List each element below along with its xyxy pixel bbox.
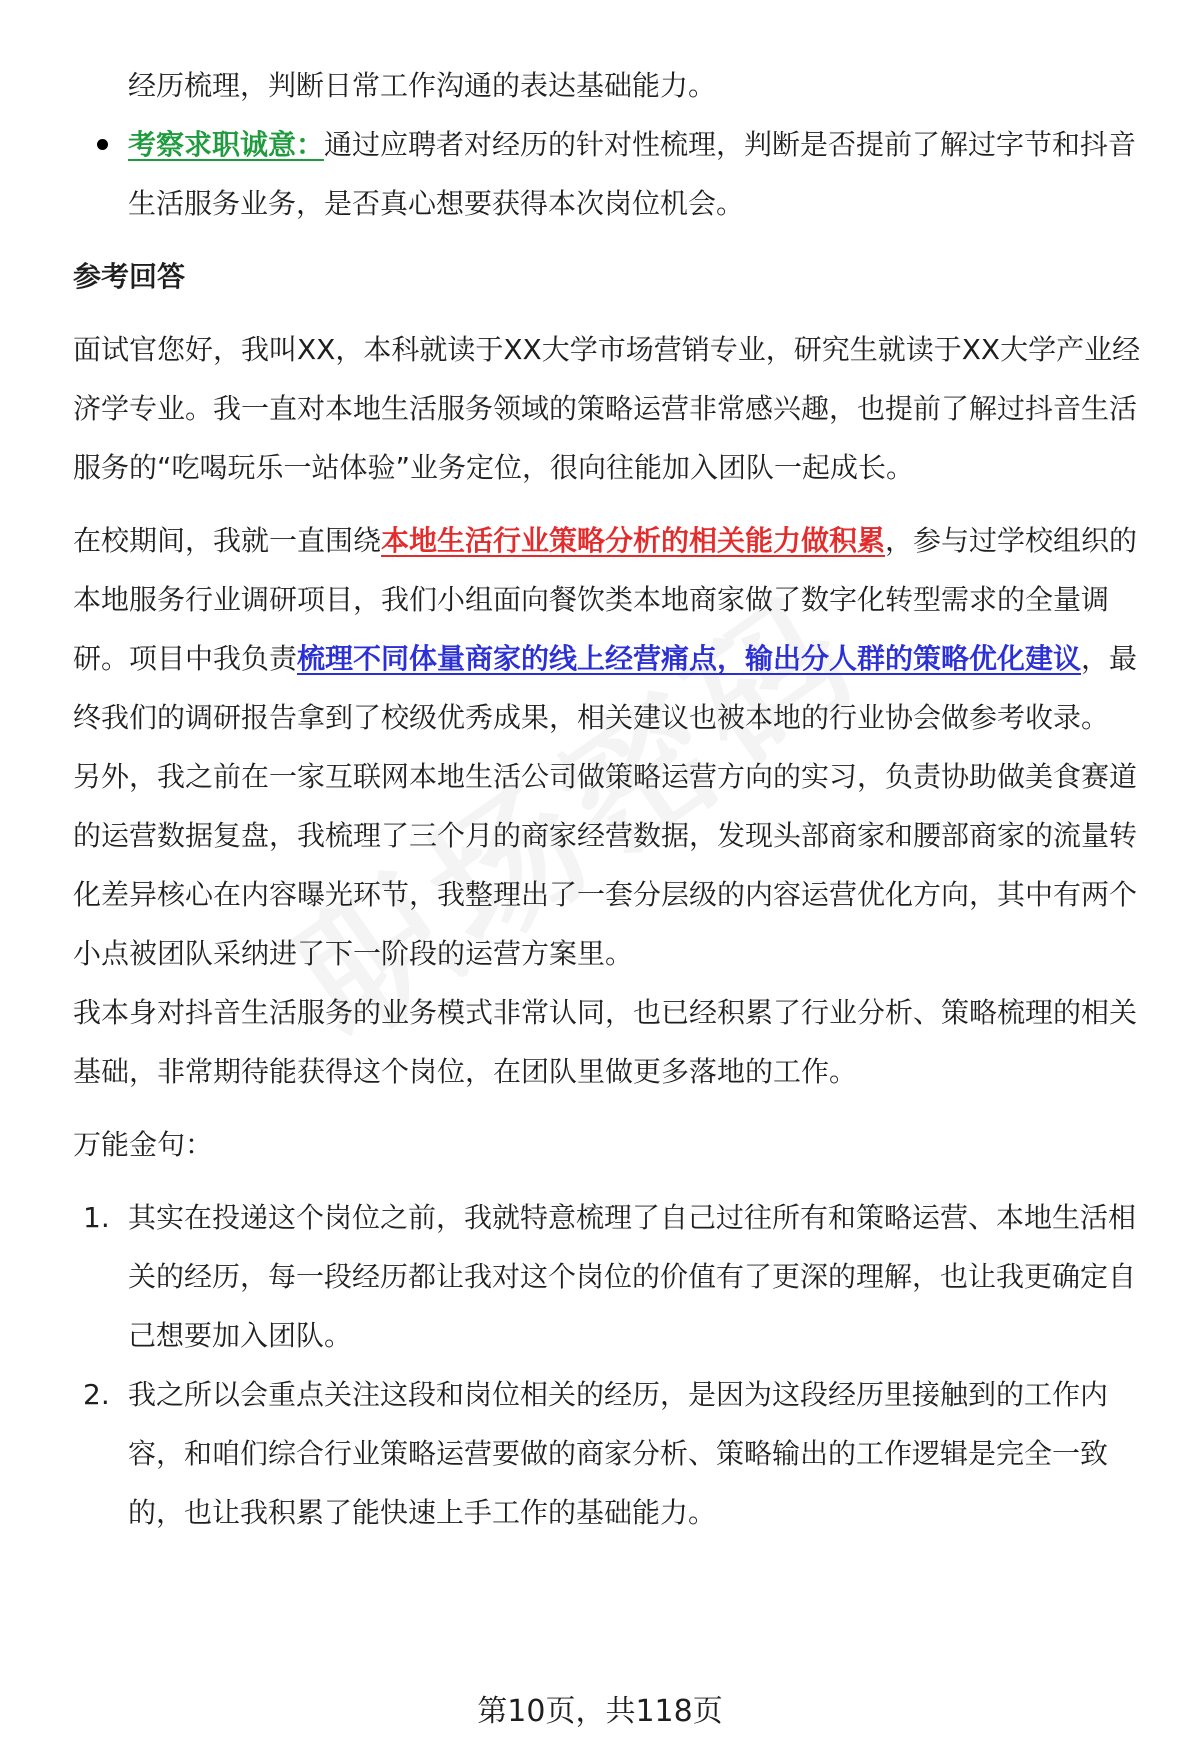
list-item-text: 其实在投递这个岗位之前，我就特意梳理了自己过往所有和策略运营、本地生活相关的经历，每一段经历都让我对这个岗位的价值有了更深的理解，也让我更确定自己想要加入团队。 <box>128 1201 1137 1352</box>
highlight-blue: 梳理不同体量商家的线上经营痛点，输出分人群的策略优化建议 <box>297 642 1082 675</box>
bullet-dot-icon <box>97 139 108 150</box>
list-item <box>73 1365 1148 1542</box>
golden-sentences-list <box>73 1188 1148 1542</box>
answer-paragraph-internship: 另外，我之前在一家互联网本地生活公司做策略运营方向的实习，负责协助做美食赛道的运营数据复盘，我梳理了三个月的商家经营数据，发现头部商家和腰部商家的流量转化差异核心在内容曝光环节，我整理出了一套分层级的内容运营优化方向，其中有两个小点被团队采纳进了下一阶段的运营方案里。 <box>73 760 1138 970</box>
school-text-c: ，最终我们的调研报告拿到了校级优秀成果，相关建议也被本地的行业协会做参考收录。 <box>73 642 1138 734</box>
continuation-text: 经历梳理，判断日常工作沟通的表达基础能力。 <box>128 69 717 102</box>
answer-paragraph-school <box>73 511 1148 747</box>
bullet-item <box>73 115 1148 233</box>
page-footer: 第10页，共118页 <box>477 1694 723 1729</box>
answer-paragraph-closing: 我本身对抖音生活服务的业务模式非常认同，也已经积累了行业分析、策略梳理的相关基础，非常期待能获得这个岗位，在团队里做更多落地的工作。 <box>73 996 1138 1088</box>
golden-sentences-title: 万能金句： <box>73 1128 214 1161</box>
school-text-b: ，参与过学校组织的本地服务行业调研项目，我们小组面向餐饮类本地商家做了数字化转型需求的全量调研。项目中我负责 <box>73 524 1138 675</box>
list-item <box>73 1188 1148 1365</box>
list-number: 2. <box>83 1378 110 1411</box>
list-item-text: 我之所以会重点关注这段和岗位相关的经历，是因为这段经历里接触到的工作内容，和咱们综合行业策略运营要做的商家分析、策略输出的工作逻辑是完全一致的，也让我积累了能快速上手工作的基础能力。 <box>128 1378 1109 1529</box>
list-number: 1. <box>83 1201 110 1234</box>
highlight-red: 本地生活行业策略分析的相关能力做积累 <box>381 524 886 557</box>
school-text-a: 在校期间，我就一直围绕 <box>73 524 382 557</box>
answer-paragraph-intro: 面试官您好，我叫XX，本科就读于XX大学市场营销专业，研究生就读于XX大学产业经济学专业。我一直对本地生活服务领域的策略运营非常感兴趣，也提前了解过抖音生活服务的“吃喝玩乐一站体验”业务定位，很向往能加入团队一起成长。 <box>73 333 1141 484</box>
bullet-label: 考察求职诚意： <box>128 128 325 161</box>
page-content <box>73 56 1148 1542</box>
bullet-text: 通过应聘者对经历的针对性梳理，判断是否提前了解过字节和抖音生活服务业务，是否真心想要获得本次岗位机会。 <box>128 128 1137 220</box>
section-title: 参考回答 <box>73 260 186 293</box>
